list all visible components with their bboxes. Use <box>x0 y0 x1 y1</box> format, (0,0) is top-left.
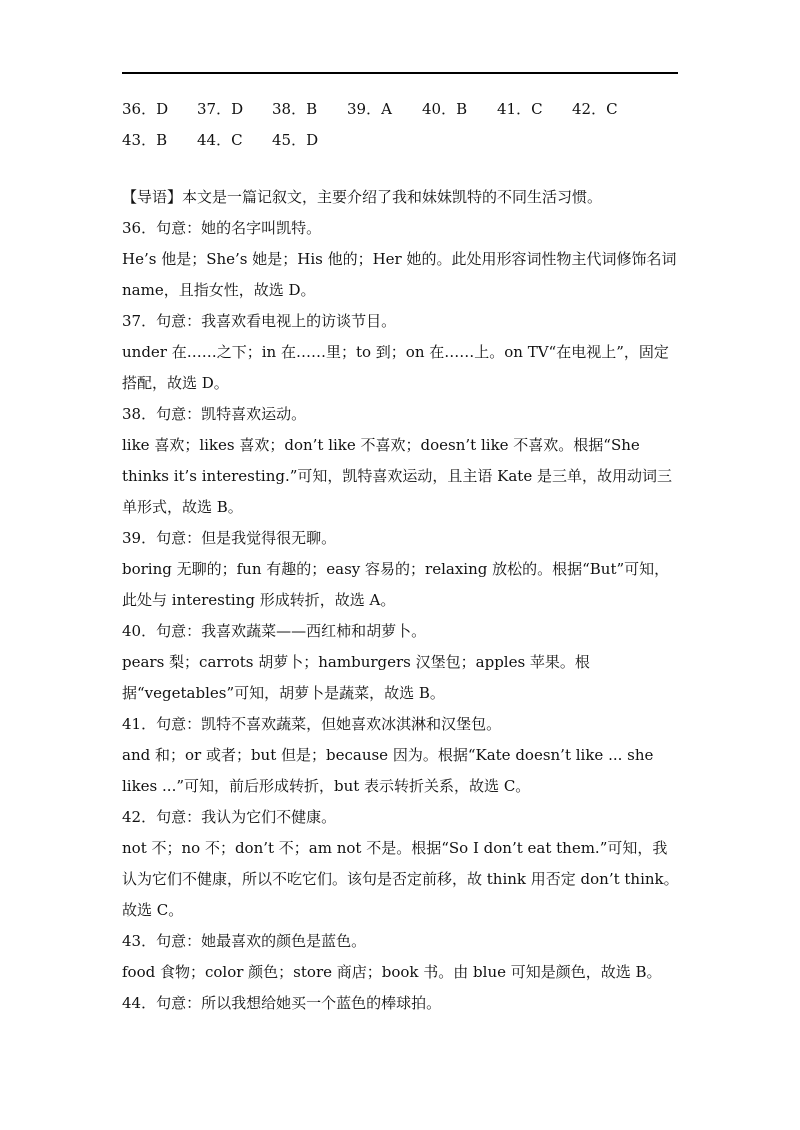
answer-item: 41．C <box>497 100 543 118</box>
explanation-body <box>122 182 682 1019</box>
answer-item: 44．C <box>197 131 243 149</box>
intro-paragraph: 【导语】本文是一篇记叙文，主要介绍了我和妹妹凯特的不同生活习惯。 <box>122 188 603 206</box>
q41-heading: 41．句意：凯特不喜欢蔬菜，但她喜欢冰淇淋和汉堡包。 <box>122 715 502 733</box>
answer-item: 39．A <box>347 100 392 118</box>
q36-heading: 36．句意：她的名字叫凯特。 <box>122 219 322 237</box>
answer-item: 43．B <box>122 131 168 149</box>
header-rule <box>122 72 678 74</box>
q37-explanation: under 在……之下；in 在……里；to 到；on 在……上。on TV“在电视上”，固定搭配，故选 D。 <box>122 343 669 392</box>
q40-heading: 40．句意：我喜欢蔬菜——西红柿和胡萝卜。 <box>122 622 427 640</box>
q40-explanation: pears 梨；carrots 胡萝卜；hamburgers 汉堡包；apples 苹果。根据“vegetables”可知，胡萝卜是蔬菜，故选 B。 <box>122 653 590 702</box>
q39-explanation: boring 无聊的；fun 有趣的；easy 容易的；relaxing 放松的。根据“But”可知，此处与 interesting 形成转折，故选 A。 <box>122 560 670 609</box>
q37-heading: 37．句意：我喜欢看电视上的访谈节目。 <box>122 312 397 330</box>
q44-heading: 44．句意：所以我想给她买一个蓝色的棒球拍。 <box>122 994 442 1012</box>
answer-item: 40．B <box>422 100 468 118</box>
answer-row <box>122 124 682 155</box>
q41-explanation: and 和；or 或者；but 但是；because 因为。根据“Kate doesn’t like ... she likes ...”可知，前后形成转折，but 表示转折关系，故选 C。 <box>122 746 659 795</box>
answer-row <box>122 93 682 124</box>
q43-explanation: food 食物；color 颜色；store 商店；book 书。由 blue 可知是颜色，故选 B。 <box>122 963 662 981</box>
q38-heading: 38．句意：凯特喜欢运动。 <box>122 405 307 423</box>
q36-explanation: He’s 他是；She’s 她是；His 他的；Her 她的。此处用形容词性物主代词修饰名词 name，且指女性，故选 D。 <box>122 250 682 299</box>
q43-heading: 43．句意：她最喜欢的颜色是蓝色。 <box>122 932 367 950</box>
answer-item: 38．B <box>272 100 318 118</box>
answer-item: 36．D <box>122 100 169 118</box>
answer-key <box>122 93 682 155</box>
q42-explanation: not 不；no 不；don’t 不；am not 不是。根据“So I don’t eat them.”可知，我认为它们不健康，所以不吃它们。该句是否定前移，故 think 用否定 don’t think。故选 C。 <box>122 839 679 919</box>
q38-explanation: like 喜欢；likes 喜欢；don’t like 不喜欢；doesn’t like 不喜欢。根据“She thinks it’s interesting.”可知，凯特喜欢运动，且主语 Kate 是三单，故用动词三单形式，故选 B。 <box>122 436 672 516</box>
answer-item: 42．C <box>572 100 618 118</box>
q39-heading: 39．句意：但是我觉得很无聊。 <box>122 529 337 547</box>
answer-item: 45．D <box>272 131 319 149</box>
answer-item: 37．D <box>197 100 244 118</box>
q42-heading: 42．句意：我认为它们不健康。 <box>122 808 337 826</box>
